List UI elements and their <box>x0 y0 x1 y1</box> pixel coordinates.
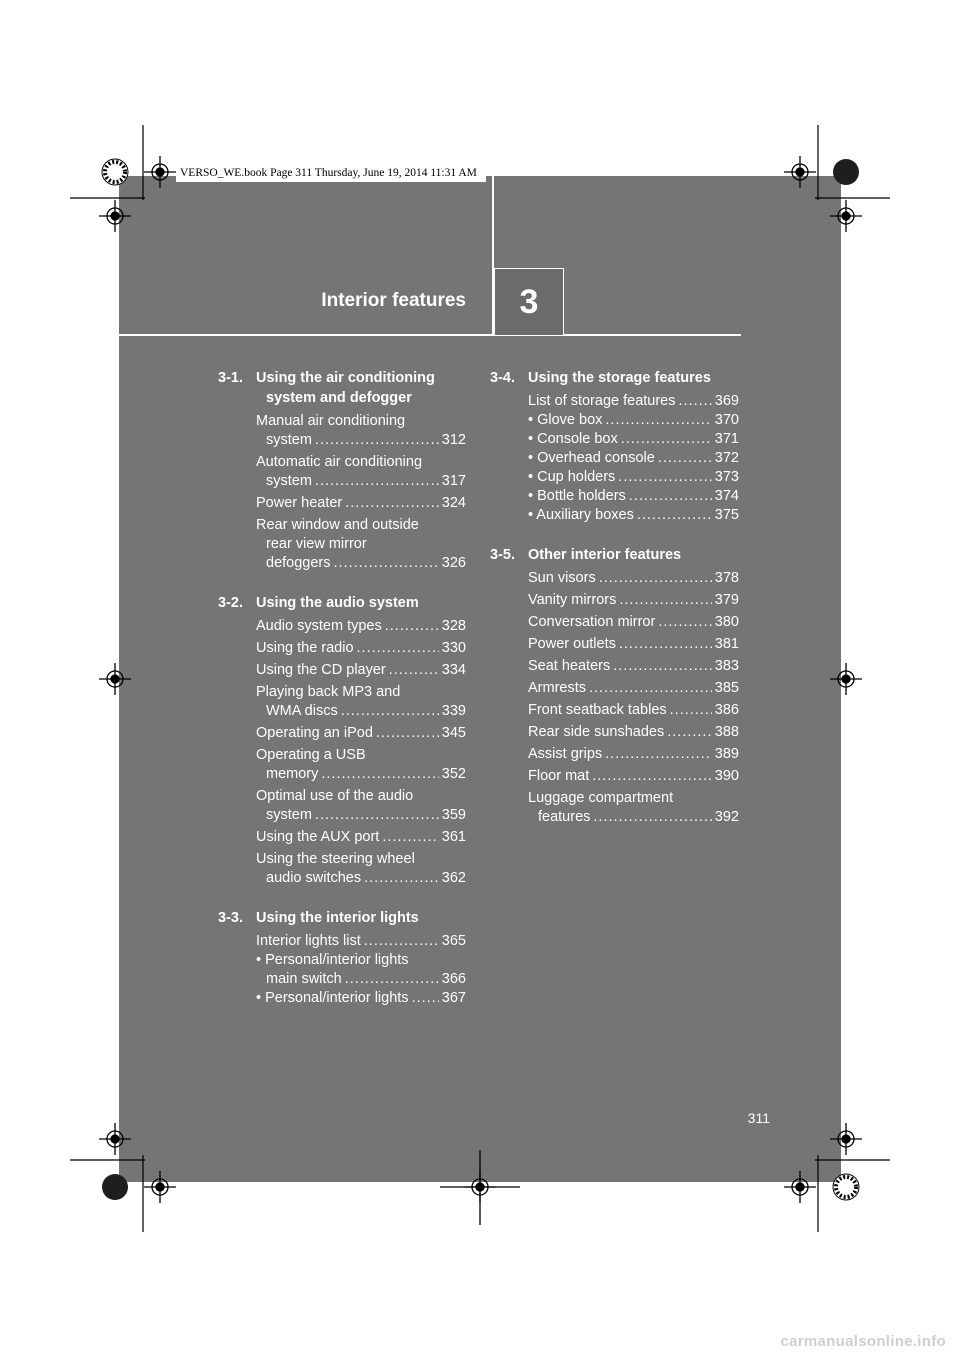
section-heading[interactable] <box>218 593 466 613</box>
entry-title: defoggers <box>266 555 331 571</box>
footer-watermark: carmanualsonline.info <box>780 1333 946 1350</box>
entry-title: Rear side sunshades <box>528 724 665 740</box>
entry-title: features <box>538 809 591 825</box>
entry-title: • Glove box <box>528 412 603 428</box>
entry-title: Sun visors <box>528 570 596 586</box>
entry-page: 381 <box>714 636 739 652</box>
section-number: 3-3. <box>218 910 243 926</box>
entry-title: Using the CD player <box>256 662 386 678</box>
entry-page: 362 <box>441 870 466 886</box>
entry-page: 383 <box>714 658 739 674</box>
toc-entry[interactable] <box>528 767 739 786</box>
toc-entry[interactable] <box>528 591 739 610</box>
entry-page: 375 <box>714 507 739 523</box>
book-info-stamp: VERSO_WE.book Page 311 Thursday, June 19, 2014 11:31 AM <box>176 165 486 182</box>
entry-page: 389 <box>714 746 739 762</box>
section-title-line: Using the air conditioning <box>256 370 435 386</box>
section-heading[interactable] <box>490 368 739 388</box>
entry-title: system <box>266 807 312 823</box>
toc-section-3-4 <box>490 368 739 525</box>
entry-title: Conversation mirror <box>528 614 656 630</box>
toc-entry[interactable] <box>256 951 466 989</box>
entry-title: Floor mat <box>528 768 590 784</box>
entry-title: • Bottle holders <box>528 488 626 504</box>
entry-title: Assist grips <box>528 746 603 762</box>
entry-page: 369 <box>714 393 739 409</box>
toc-entry[interactable] <box>256 746 466 784</box>
toc-entry[interactable] <box>528 745 739 764</box>
toc-entry[interactable] <box>528 468 739 487</box>
section-number: 3-4. <box>490 370 515 386</box>
entry-title: system <box>266 473 312 489</box>
toc-left-column <box>218 368 466 1028</box>
section-title: Using the storage features <box>528 370 711 386</box>
toc-section-3-1 <box>218 368 466 573</box>
entry-page: 390 <box>714 768 739 784</box>
entry-title: memory <box>266 766 319 782</box>
entry-page: 326 <box>441 555 466 571</box>
entry-title: Power heater <box>256 495 343 511</box>
entry-title: Audio system types <box>256 618 382 634</box>
section-heading[interactable] <box>218 368 466 408</box>
entry-title: • Console box <box>528 431 618 447</box>
section-number: 3-2. <box>218 595 243 611</box>
entry-title-line: Manual air conditioning <box>256 413 406 429</box>
entry-page: 388 <box>714 724 739 740</box>
entry-title: Vanity mirrors <box>528 592 617 608</box>
toc-entry[interactable] <box>256 617 466 636</box>
page-number: 311 <box>747 1110 770 1126</box>
section-title: Using the interior lights <box>256 910 419 926</box>
toc-section-3-3 <box>218 908 466 1008</box>
entry-title: Operating an iPod <box>256 725 373 741</box>
entry-title: main switch <box>266 971 342 987</box>
chapter-title: Interior features <box>321 290 466 311</box>
entry-title-line: Rear window and outside <box>256 517 419 533</box>
entry-page: 379 <box>714 592 739 608</box>
entry-title-line: Automatic air conditioning <box>256 454 423 470</box>
toc-entry[interactable] <box>256 989 466 1008</box>
section-title-line: system and defogger <box>266 390 412 406</box>
entry-page: 361 <box>441 829 466 845</box>
toc-entry[interactable] <box>528 487 739 506</box>
entry-page: 365 <box>441 933 466 949</box>
toc-entry[interactable] <box>528 679 739 698</box>
toc-entry[interactable] <box>528 506 739 525</box>
toc-section-3-2 <box>218 593 466 888</box>
toc-entry[interactable] <box>256 516 466 573</box>
entry-title: Using the radio <box>256 640 354 656</box>
entry-title-line: Using the steering wheel <box>256 851 415 867</box>
entry-page: 378 <box>714 570 739 586</box>
entry-title-line: • Personal/interior lights <box>256 952 409 968</box>
entry-page: 380 <box>714 614 739 630</box>
entry-page: 386 <box>714 702 739 718</box>
header-rule <box>119 334 741 336</box>
entry-page: 330 <box>441 640 466 656</box>
toc-entry[interactable] <box>528 789 739 827</box>
toc-entry[interactable] <box>528 657 739 676</box>
toc-entry[interactable] <box>528 569 739 588</box>
entry-title: WMA discs <box>266 703 338 719</box>
entry-title-line: Optimal use of the audio <box>256 788 414 804</box>
entry-title: • Personal/interior lights <box>256 990 409 1006</box>
entry-page: 373 <box>714 469 739 485</box>
toc-entry[interactable] <box>528 411 739 430</box>
entry-page: 392 <box>714 809 739 825</box>
entry-page: 374 <box>714 488 739 504</box>
entry-page: 345 <box>441 725 466 741</box>
toc-entry[interactable] <box>256 661 466 680</box>
entry-title-line: rear view mirror <box>266 536 367 552</box>
toc-entry[interactable] <box>256 683 466 721</box>
toc-entry[interactable] <box>256 828 466 847</box>
toc-entry[interactable] <box>528 392 739 411</box>
entry-page: 367 <box>441 990 466 1006</box>
entry-page: 370 <box>714 412 739 428</box>
entry-title: Power outlets <box>528 636 616 652</box>
entry-page: 366 <box>441 971 466 987</box>
entry-title-line: Luggage compartment <box>528 790 674 806</box>
toc-entry[interactable] <box>256 787 466 825</box>
section-number: 3-1. <box>218 370 243 386</box>
toc-entry[interactable] <box>256 494 466 513</box>
toc-entry[interactable] <box>528 635 739 654</box>
entry-title: • Overhead console <box>528 450 655 466</box>
toc-entry[interactable] <box>256 932 466 951</box>
entry-title: • Cup holders <box>528 469 616 485</box>
entry-page: 317 <box>441 473 466 489</box>
toc-entry[interactable] <box>528 449 739 468</box>
toc-entry[interactable] <box>256 412 466 450</box>
entry-title: List of storage features <box>528 393 676 409</box>
entry-page: 359 <box>441 807 466 823</box>
entry-title: Using the AUX port <box>256 829 380 845</box>
entry-page: 334 <box>441 662 466 678</box>
section-title: Other interior features <box>528 547 682 563</box>
section-heading[interactable] <box>490 545 739 565</box>
toc-entry[interactable] <box>256 453 466 491</box>
entry-title: Front seatback tables <box>528 702 667 718</box>
section-title <box>256 368 466 408</box>
entry-title: audio switches <box>266 870 362 886</box>
section-heading[interactable] <box>218 908 466 928</box>
entry-title-line: Operating a USB <box>256 747 366 763</box>
toc-entry[interactable] <box>256 639 466 658</box>
entry-title: Seat heaters <box>528 658 611 674</box>
toc-right-column <box>490 368 739 847</box>
entry-title: system <box>266 432 312 448</box>
toc-entry[interactable] <box>256 724 466 743</box>
section-number: 3-5. <box>490 547 515 563</box>
entry-title-line: Playing back MP3 and <box>256 684 401 700</box>
entry-title: Interior lights list <box>256 933 361 949</box>
entry-title: • Auxiliary boxes <box>528 507 634 523</box>
toc-entry[interactable] <box>528 613 739 632</box>
toc-entry[interactable] <box>528 430 739 449</box>
entry-page: 312 <box>441 432 466 448</box>
section-title: Using the audio system <box>256 595 419 611</box>
toc-entry[interactable] <box>256 850 466 888</box>
entry-page: 328 <box>441 618 466 634</box>
entry-page: 385 <box>714 680 739 696</box>
entry-page: 372 <box>714 450 739 466</box>
entry-page: 324 <box>441 495 466 511</box>
toc-section-3-5 <box>490 545 739 827</box>
entry-page: 352 <box>441 766 466 782</box>
chapter-number-tab: 3 <box>494 268 564 335</box>
entry-page: 339 <box>441 703 466 719</box>
toc-entry[interactable] <box>528 723 739 742</box>
entry-page: 371 <box>714 431 739 447</box>
toc-entry[interactable] <box>528 701 739 720</box>
entry-title: Armrests <box>528 680 586 696</box>
